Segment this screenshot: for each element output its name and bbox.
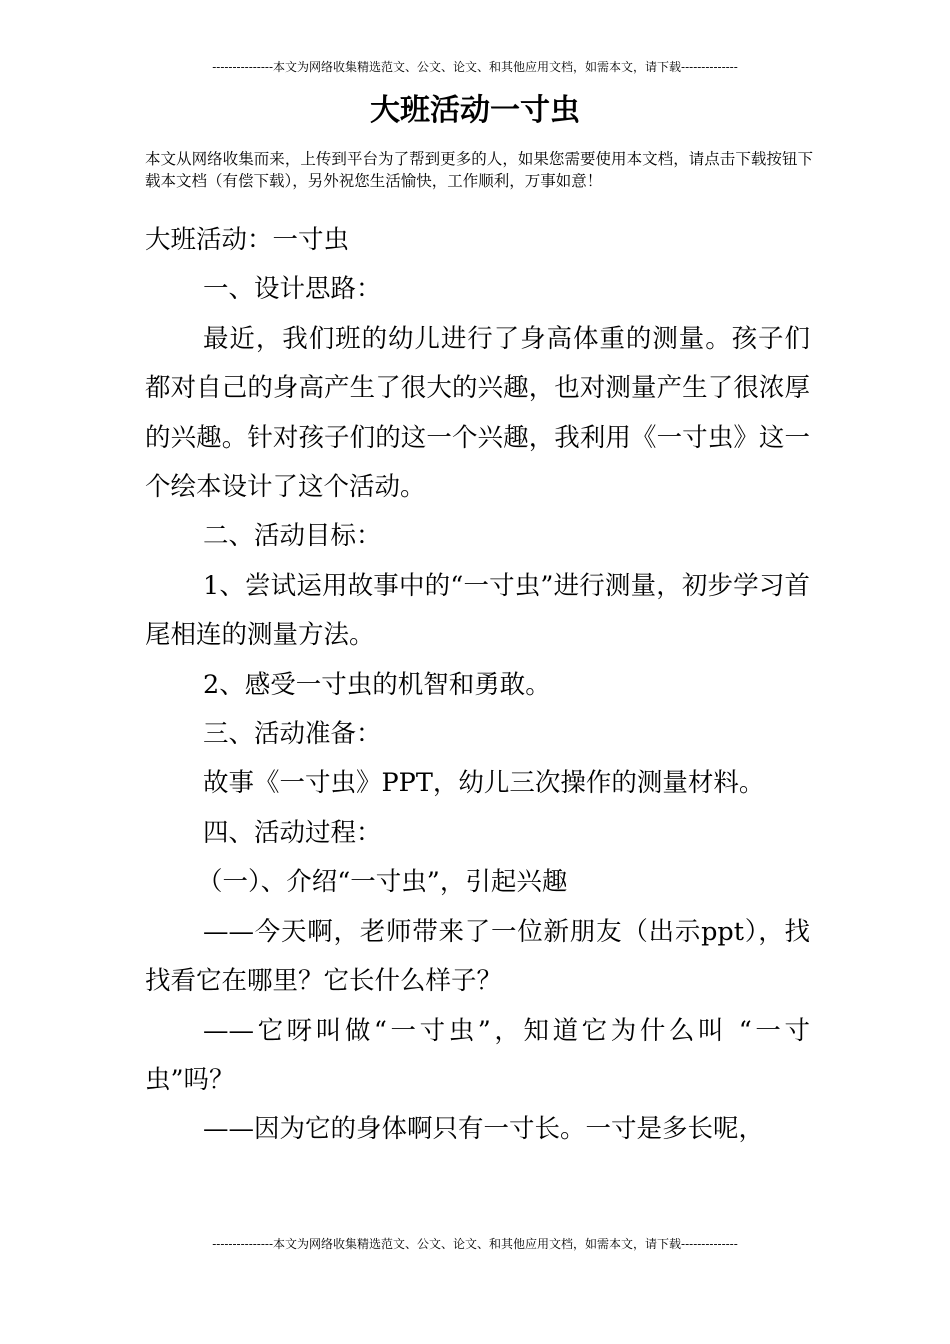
document-title: 大班活动一寸虫 xyxy=(370,93,580,128)
goal-1: 1、尝试运用故事中的“一寸虫”进行测量，初步学习首尾相连的测量方法。 xyxy=(145,570,810,651)
document-body xyxy=(145,216,810,1155)
section1-body: 最近，我们班的幼儿进行了身高体重的测量。孩子们都对自己的身高产生了很大的兴趣，也对测量产生了很浓厚的兴趣。针对孩子们的这一个兴趣，我利用《一寸虫》这一个绘本设计了这个活动。 xyxy=(145,323,810,503)
section1-heading: 一、设计思路： xyxy=(203,274,382,305)
doc-heading: 大班活动：一寸虫 xyxy=(145,225,350,255)
section3-heading: 三、活动准备： xyxy=(203,719,382,750)
dialog-line-3: ——因为它的身体啊只有一寸长。一寸是多长呢， xyxy=(203,1114,765,1145)
page-header: ---------------本文为网络收集精选范文、公文、论文、和其他应用文档，如需本文，请下载-------------- xyxy=(212,60,738,74)
section3-body: 故事《一寸虫》PPT，幼儿三次操作的测量材料。 xyxy=(203,768,765,799)
goal-2: 2、感受一寸虫的机智和勇敢。 xyxy=(203,669,551,700)
dialog-line-2: ——它呀叫做“一寸虫”，知道它为什么叫 “一寸虫”吗？ xyxy=(145,1015,810,1095)
section4-heading: 四、活动过程： xyxy=(203,817,382,848)
step1-heading: （一）、介绍“一寸虫”，引起兴趣 xyxy=(197,867,568,898)
page-footer: ---------------本文为网络收集精选范文、公文、论文、和其他应用文档，如需本文，请下载-------------- xyxy=(212,1237,738,1251)
dialog-line-1: ——今天啊，老师带来了一位新朋友（出示ppt），找找看它在哪里？它长什么样子？ xyxy=(145,916,810,997)
intro-paragraph: 本文从网络收集而来，上传到平台为了帮到更多的人，如果您需要使用本文档，请点击下载按钮下载本文档（有偿下载），另外祝您生活愉快，工作顺利，万事如意！ xyxy=(145,150,813,190)
section2-heading: 二、活动目标： xyxy=(203,521,382,552)
